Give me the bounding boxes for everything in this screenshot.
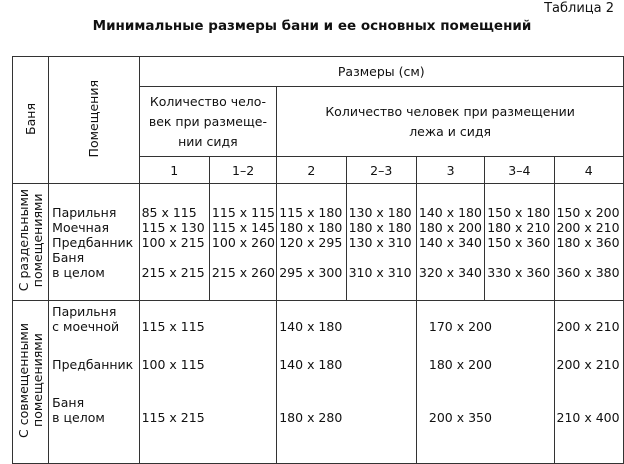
table-cell: 115 х 115 115 х 145 100 х 260 215 х 260 — [209, 184, 276, 301]
table-cell: 115 х 115 100 х 115 115 х 215 — [139, 301, 277, 464]
table-cell: 200 х 210 200 х 210 210 х 400 — [554, 301, 623, 464]
table-cell: 140 х 180 140 х 180 180 х 280 — [277, 301, 417, 464]
count-header: 3 — [416, 157, 484, 184]
count-header: 2 — [277, 157, 346, 184]
count-header: 1 — [139, 157, 209, 184]
room-name: Предбанник — [52, 357, 134, 372]
sizes-header: Размеры (см) — [139, 57, 623, 87]
banya-header: Баня — [13, 57, 49, 184]
count-header: 3–4 — [485, 157, 554, 184]
table-cell: 85 х 115 115 х 130 100 х 215 215 х 215 — [139, 184, 209, 301]
separate-rooms-list — [49, 184, 139, 301]
room-name: Баня — [52, 395, 85, 410]
table-cell: 115 х 180 180 х 180 120 х 295 295 х 300 — [277, 184, 346, 301]
table-cell: 170 х 200 180 х 200 200 х 350 — [416, 301, 554, 464]
count-header: 2–3 — [346, 157, 416, 184]
combined-rooms-list — [49, 301, 139, 464]
table-cell: 130 х 180 180 х 180 130 х 310 310 х 310 — [346, 184, 416, 301]
sitting-header: Количество чело- век при размеще- нии сидя — [139, 87, 277, 157]
count-header: 1–2 — [209, 157, 276, 184]
table-title: Минимальные размеры бани и ее основных помещений — [92, 18, 532, 34]
room-name: в целом — [52, 410, 105, 425]
room-name: с моечной — [52, 319, 120, 334]
table-cell: 140 х 180 180 х 200 140 х 340 320 х 340 — [416, 184, 484, 301]
room-name: Моечная — [52, 219, 110, 235]
table-cell: 150 х 200 200 х 210 180 х 360 360 х 380 — [554, 184, 623, 301]
combined-group-label: С совмещенными помещениями — [13, 301, 49, 464]
lying-header: Количество человек при размещении лежа и сидя — [277, 87, 624, 157]
table-cell: 150 х 180 180 х 210 150 х 360 330 х 360 — [485, 184, 554, 301]
sizes-table — [12, 56, 624, 464]
table-caption: Таблица 2 — [544, 1, 614, 16]
count-header: 4 — [554, 157, 623, 184]
room-name: Парильня — [52, 304, 117, 319]
room-name: Предбанник — [52, 234, 134, 250]
room-name: Баня — [52, 249, 85, 265]
room-name: в целом — [52, 264, 105, 280]
rooms-header: Помещения — [49, 57, 139, 184]
room-name: Парильня — [52, 204, 117, 220]
separate-group-label: С раздельными помещениями — [13, 184, 49, 301]
